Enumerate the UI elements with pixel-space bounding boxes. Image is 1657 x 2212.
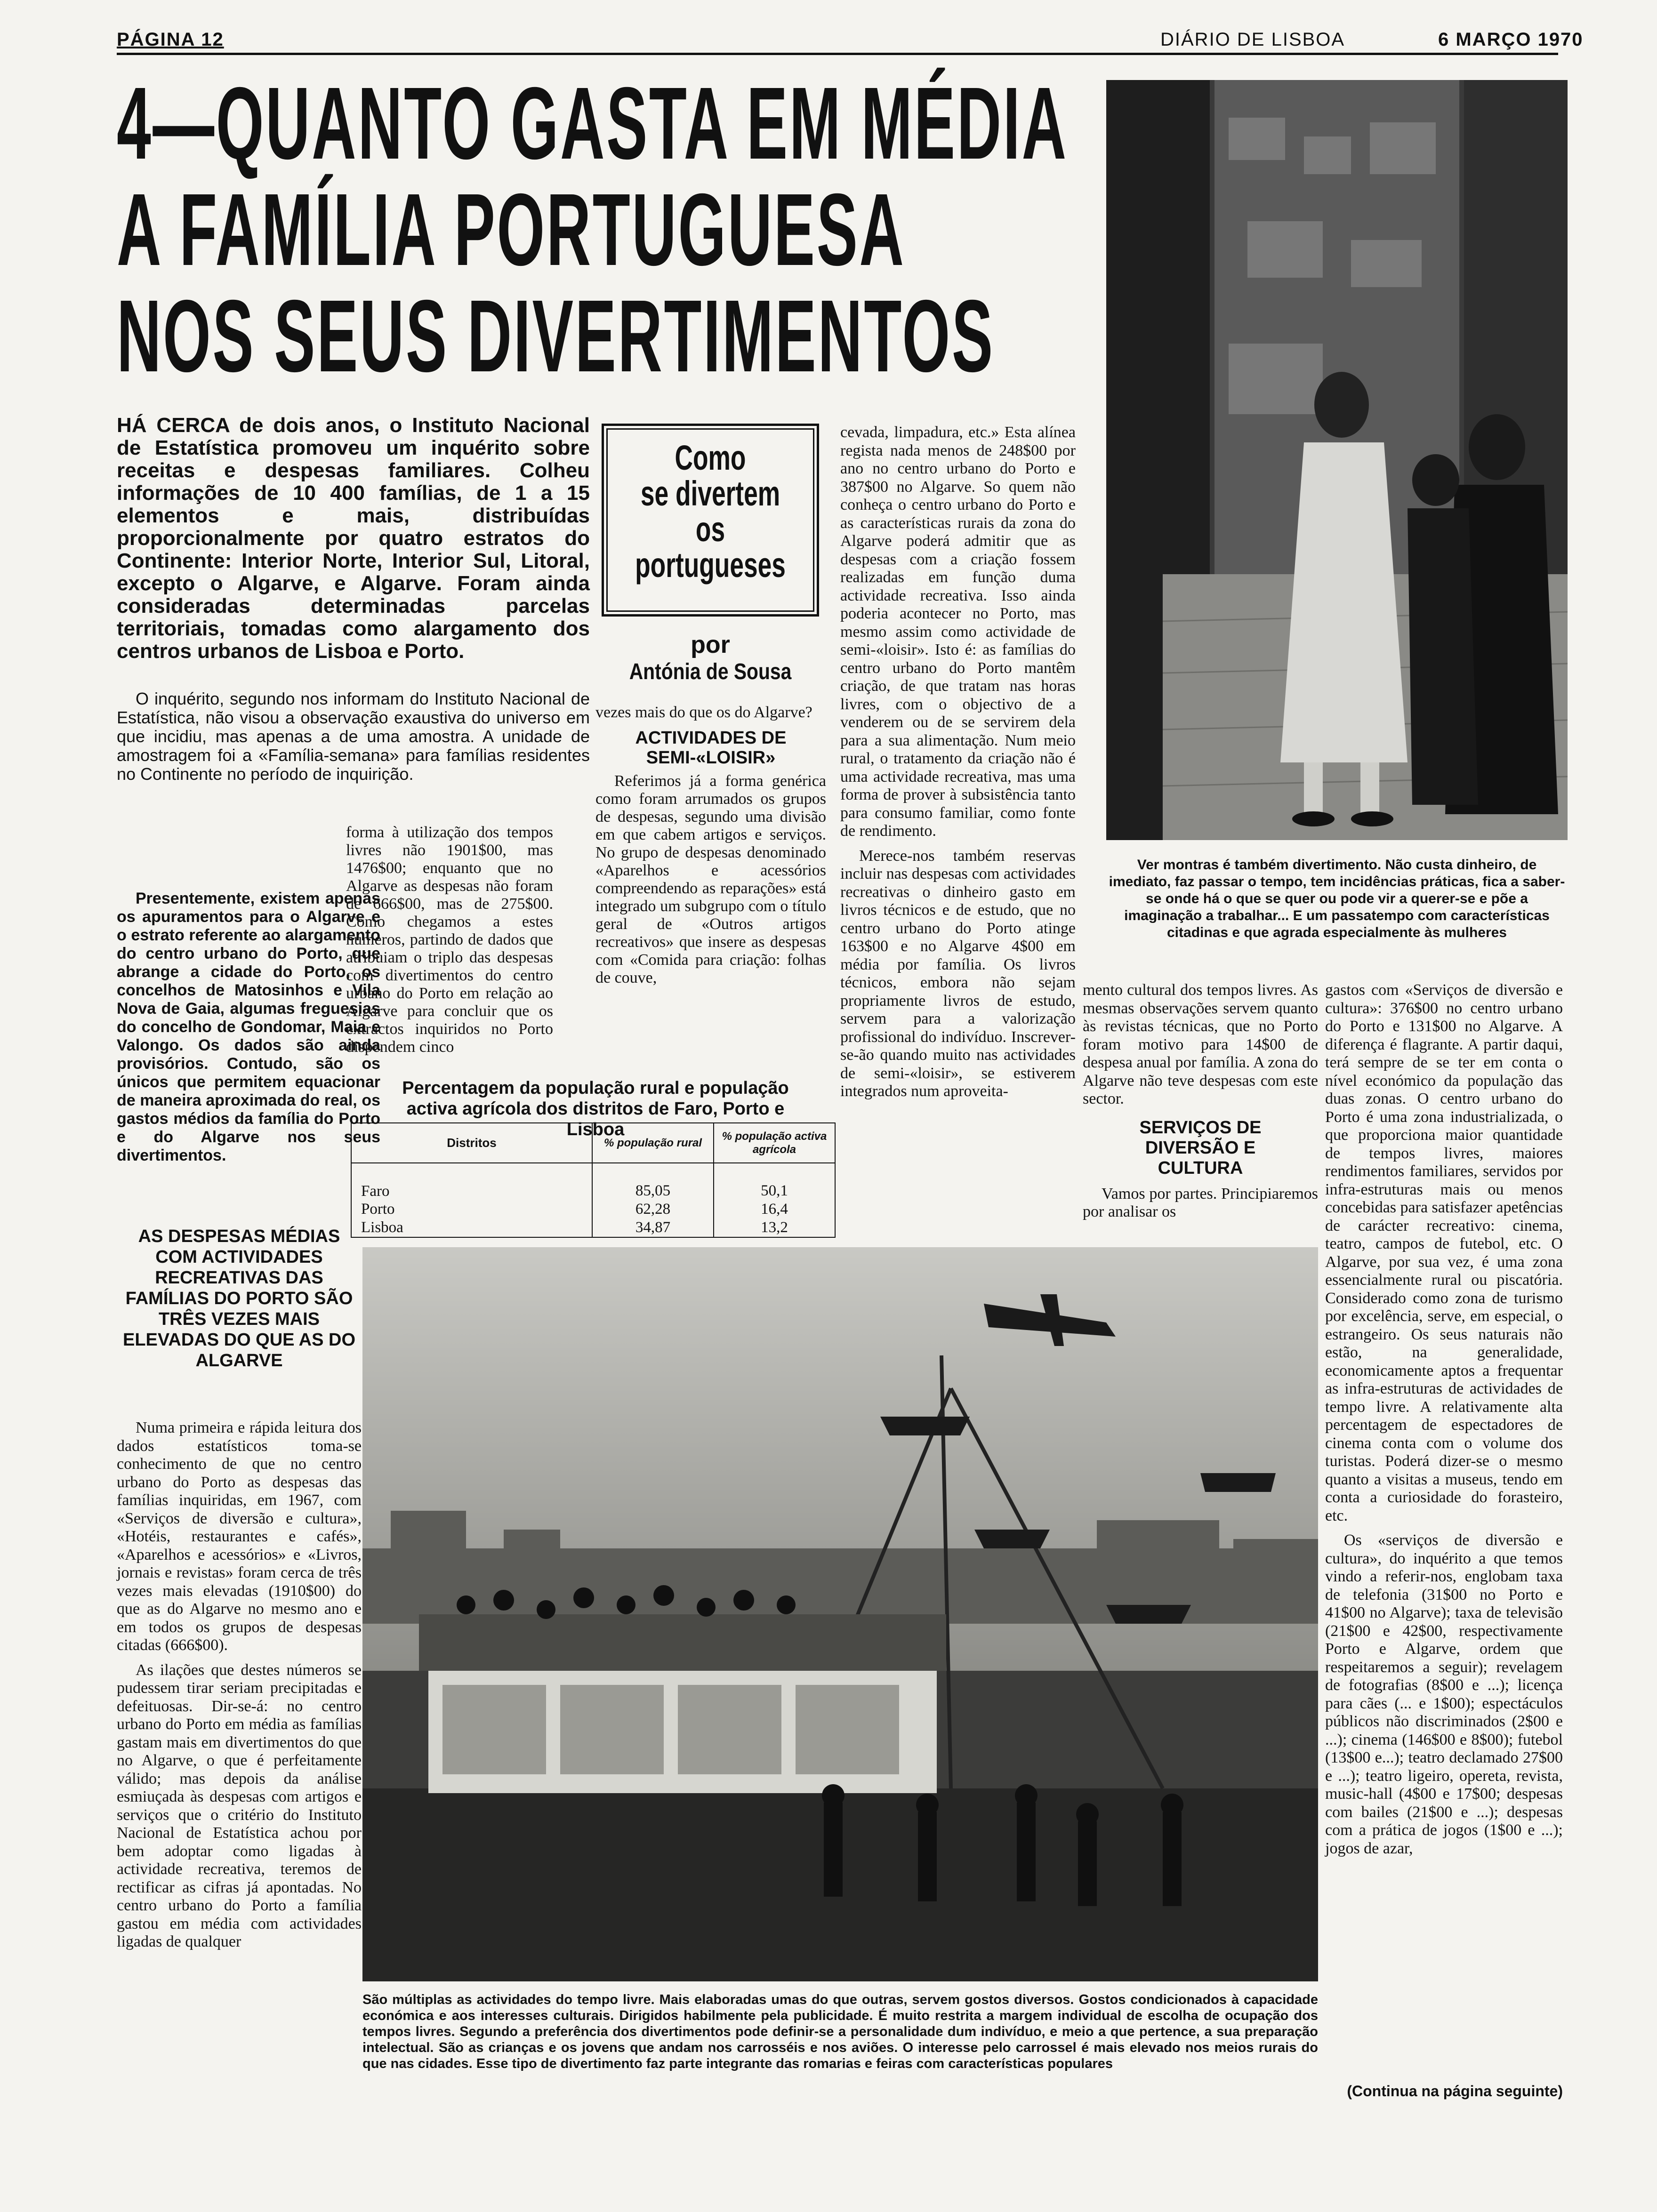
col3-paragraph-2: Referimos já a forma genérica como foram arrumados os grupos de despesas, segundo uma divisão em que cabem artigos e serviços. No grupo de despesas denominado «Aparelhos e acessórios compreendendo as reparações» está integrado um subgrupo com o título geral de «Outros artigos recreativos» que insere as despesas com «Comida para criação: folhas de couve, — [595, 772, 826, 986]
newspaper-name: DIÁRIO DE LISBOA — [1160, 29, 1345, 50]
headline-line-2: A FAMÍLIA PORTUGUESA — [117, 173, 906, 287]
table-row — [351, 1200, 835, 1218]
col1-subhead: AS DESPESAS MÉDIAS COM ACTIVIDADES RECREATIVAS DAS FAMÍLIAS DO PORTO SÃO TRÊS VEZES MAIS ELEVADAS DO QUE AS DO ALGARVE — [122, 1226, 356, 1370]
fairground-illustration — [362, 1247, 1318, 1981]
table-title: Percentagem da população rural e população activa agrícola dos distritos de Faro, Porto e Lisboa — [402, 1078, 789, 1139]
col2-paragraph-1: forma à utilização dos tempos livres não 1901$00, mas 1476$00; enquanto que no Algarve as despesas não foram de 666$00, mas de 275$00. Como chegamos a estes numeros, partindo de dados que atribuiam o triplo das despesas com divertimentos do centro urbano do Porto em relação ao Algarve para concluir que os extractos inquiridos no Porto dispendem cinco — [346, 824, 553, 1056]
table-header-row — [351, 1123, 835, 1163]
column-3 — [595, 704, 826, 994]
row-active: 13,2 — [714, 1218, 835, 1237]
row-district: Porto — [351, 1200, 592, 1218]
col5-paragraph-1: mento cultural dos tempos livres. As mesmas observações servem quanto às revistas técnicas, que no Porto foram motivo para 14$00 de despesa anual por família. A zona do Algarve não teve despesas com este sector. — [1083, 981, 1318, 1107]
col3-paragraph-1: vezes mais do que os do Algarve? — [595, 704, 812, 721]
shop-window-photo — [1106, 80, 1568, 840]
col1-paragraph-4: As ilações que destes números se pudessem tirar seriam precipitadas e defeituosas. Dir-se-á: no centro urbano do Porto em média as famílias gastam mais em divertimentos do que no Algarve, o que é perfeitamente válido; mas depois da análise esmiuçada às despesas com artigos e serviços que o critério do Instituto Nacional de Estatística achou por bem adoptar como ligadas à actividade recreativa, teremos de rectificar as cifras já apontadas. No centro urbano do Porto a família gastou em média com actividades ligadas de qualquer — [117, 1661, 362, 1950]
population-table — [351, 1122, 836, 1238]
lead-paragraph — [117, 414, 590, 667]
byline-author: Antónia de Sousa — [629, 659, 792, 684]
col1-paragraph-2: Presentemente, existem apenas os apuramentos para o Algarve e o estrato referente ao alargamento do centro urbano do Porto, que abrange a cidade do Porto, os concelhos de Matosinhos e Vila Nova de Gaia, algumas freguesias do concelho de Gondomar, Maia e Valongo. Os dados são ainda provisórios. Contudo, são os únicos que permitem equacionar de maneira aproximada do real, os gastos médios da família do Porto e do Algarve nos seus divertimentos. — [117, 890, 380, 1164]
col4-paragraph-2: Merece-nos também reservas incluir nas despesas com actividades recreativas o dinheiro gasto em livros técnicos e de estudo, que no centro urbano do Porto atinge 163$00 e no Algarve 4$00 em média por família. Os livros técnicos, embora não sejam propriamente livros de estudo, servem para a valorização profissional do indivíduo. Inscrever-se-ão quando muito nas actividades de semi-«loisir», se estiverem integrados num aproveita- — [840, 847, 1076, 1100]
row-rural: 62,28 — [592, 1200, 714, 1218]
col5-subhead: SERVIÇOS DE DIVERSÃO E CULTURA — [1139, 1117, 1262, 1178]
article-title-box — [602, 424, 819, 617]
table-row — [351, 1218, 835, 1237]
shop-window-illustration — [1106, 80, 1568, 840]
col1-paragraph-1: O inquérito, segundo nos informam do Instituto Nacional de Estatística, não visou a observação exaustiva do universo em que incidiu, mas apenas a de uma amostra. A unidade de amostragem foi a «Família-semana» para famílias residentes no Continente no período de inquirição. — [117, 689, 590, 784]
row-active: 16,4 — [714, 1200, 835, 1218]
header-distritos: Distritos — [351, 1123, 592, 1163]
population-table-grid — [351, 1122, 836, 1238]
row-rural: 85,05 — [592, 1163, 714, 1200]
header-active: % população activa agrícola — [714, 1123, 835, 1163]
col3-subhead: ACTIVIDADES DE SEMI-«LOISIR» — [635, 728, 787, 768]
row-district: Lisboa — [351, 1218, 592, 1237]
headline-line-3: NOS SEUS DIVERTIMENTOS — [117, 279, 995, 393]
header-rule — [117, 53, 1558, 55]
page-number: PÁGINA 12 — [117, 29, 224, 50]
box-line-2: se divertem — [640, 474, 780, 513]
column-1-body — [117, 1419, 362, 1958]
column-2-body — [346, 824, 553, 1063]
fairground-caption: São múltiplas as actividades do tempo livre. Mais elaboradas umas do que outras, servem gostos diversos. Gostos condicionados à capacidade económica e aos interesses culturais. Dirigidos habilmente pela publicidade. É muito restrita a margem individual de escolha de ocupação dos tempos livres. Segundo a preferência dos divertimentos pode definir-se a personalidade dum indivíduo, e meio a que pertence, a sua preparação intelectual. São as crianças e os jovens que andam nos carrosséis e nos aviões. O interesse pelo carrossel é mais elevado nos meios rurais do que nas cidades. Esse tipo de divertimento faz parte integrante das romarias e feiras com características populares — [362, 1992, 1318, 2071]
issue-date: 6 MARÇO 1970 — [1438, 29, 1584, 50]
header-rural: % população rural — [592, 1123, 714, 1163]
box-line-3: os — [695, 510, 725, 549]
row-district: Faro — [351, 1163, 592, 1200]
box-line-1: Como — [675, 438, 746, 477]
lead-text: HÁ CERCA de dois anos, o Instituto Nacional de Estatística promoveu um inquérito sobre receitas e despesas familiares. Colheu informações de 10 400 famílias, de 1 a 15 elementos e mais, distribuídas proporcionalmente por quatro estratos do Continente: Interior Norte, Interior Sul, Litoral, excepto o Algarve, e Algarve. Foram ainda consideradas determinadas parcelas territoriais, tomadas como alargamento dos centros urbanos de Lisboa e Porto. — [117, 414, 590, 663]
row-active: 50,1 — [714, 1163, 835, 1200]
column-1-narrow — [117, 890, 380, 1171]
column-1 — [117, 689, 590, 790]
col6-paragraph-2: Os «serviços de diversão e cultura», do inquérito a que temos vindo a referir-nos, englobam taxa de telefonia (31$00 no Porto e 41$00 no Algarve); taxa de televisão (21$00 e 42$00, respectivamente Porto e Algarve, ordem que respeitaremos a seguir); revelagem de fotografias (8$00 e ...); licença para cães (... e 1$00); espectáculos públicos não discriminados (2$00 e ...); cinema (146$00 e 8$00); futebol (13$00 e...); teatro declamado 27$00 e ...); teatro ligeiro, opereta, revista, music-hall (4$00 e 17$00; despesas com bailes (21$00 e ...); despesas com a prática de jogos (1$00 e ...); jogos de azar, — [1325, 1531, 1563, 1857]
col4-paragraph-1: cevada, limpadura, etc.» Esta alínea regista nada menos de 248$00 por ano no centro urbano do Porto e 387$00 no Algarve. So quem não conheça o centro urbano do Porto e as características rurais da zona do Algarve poderá admitir que as despesas com a criação fossem realizadas em função duma actividade recreativa. Isso ainda poderia acontecer no Porto, mas mesmo assim como actividade de semi-«loisir». Isto é: as famílias do centro urbano do Porto mantêm criação, de que tratam nas horas livres, com o objectivo de a venderem ou de se servirem dela para a sua alimentação. Num meio rural, o tratamento da criação não é uma actividade recreativa, mas uma forma de prover à subsistência tanto para consumo familiar, como fonte de rendimento. — [840, 424, 1076, 840]
box-line-4: portugueses — [635, 545, 786, 585]
col5-paragraph-2: Vamos por partes. Principiaremos por analisar os — [1083, 1185, 1318, 1220]
table-row — [351, 1163, 835, 1200]
col1-paragraph-3: Numa primeira e rápida leitura dos dados estatísticos toma-se conhecimento de que no centro urbano do Porto as despesas das famílias inquiridas, em 1967, com «Serviços de diversão e cultura», «Hotéis, restaurantes e cafés», «Aparelhos e acessórios» e «Livros, jornais e revistas» foram cerca de três vezes mais elevadas (1910$00) do que as do Algarve no mesmo ano e em todos os grupos de despesas citadas (666$00). — [117, 1419, 362, 1654]
shop-window-caption: Ver montras é também divertimento. Não custa dinheiro, de imediato, faz passar o tempo, tem incidências práticas, fica a saber-se onde há o que se quer ou pode vir a querer-se e põe a imaginação a trabalhar... E um passatempo com características citadinas e que agrada especialmente às mulheres — [1109, 857, 1565, 940]
byline-por: por — [691, 631, 730, 658]
column-6 — [1325, 981, 1563, 1864]
column-5 — [1083, 981, 1318, 1228]
headline — [117, 66, 1086, 393]
col6-paragraph-1: gastos com «Serviços de diversão e cultura»: 376$00 no centro urbano do Porto e 131$00 no Algarve. A diferença é flagrante. A partir daqui, terá sempre de se ter em conta o nível económico da população das duas zonas. O centro urbano do Porto é uma zona industrializada, o que proporciona maior quantidade de tempos livres, maiores rendimentos familiares, servidos por infra-estruturas mais ou menos concebidas para satisfazer apetências de carácter recreativo: cinema, teatro, campos de futebol, etc. O Algarve, por sua vez, é uma zona essencialmente rural ou piscatória. Considerado como zona de turismo por excelência, serve, em especial, o estrangeiro. Os seus naturais não estão, na generalidade, economicamente aptos a frequentar as infra-estruturas de actividades de tempo livre. A relativamente alta percentagem de espectadores de cinema conta com o volume dos turistas. Poderá dizer-se o mesmo quanto a visitas a museus, tendo em conta a curiosidade do forasteiro, etc. — [1325, 981, 1563, 1524]
fairground-photo — [362, 1247, 1318, 1981]
row-rural: 34,87 — [592, 1218, 714, 1237]
continues-note: (Continua na página seguinte) — [1347, 2083, 1563, 2100]
headline-line-1: 4—QUANTO GASTA EM MÉDIA — [117, 66, 1068, 181]
column-4 — [840, 424, 1076, 1107]
